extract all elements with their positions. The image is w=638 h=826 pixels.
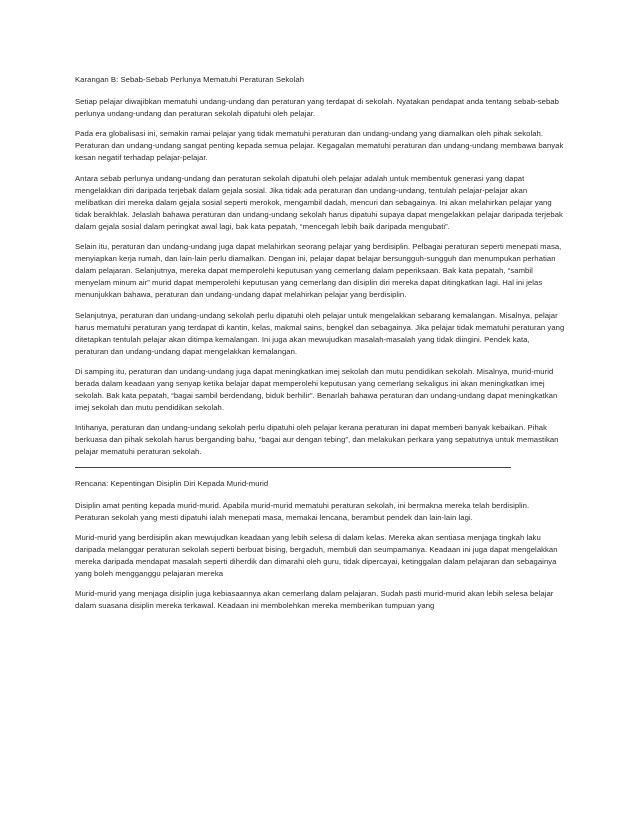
- essay-b-paragraph-4: Selain itu, peraturan dan undang-undang juga dapat melahirkan seorang pelajar yang berdisiplin. Pelbagai peraturan seperti menepati masa, menyiapkan kerja rumah, dan lain-lain perlu diamalkan. Dengan ini, pelajar dapat belajar bersungguh-sungguh dan menumpukan perhatian dalam pelajaran. Selanjutnya, mereka dapat memperolehi keputusan yang cemerlang dalam peperiksaan. Bak kata pepatah, “sambil menyelam minum air” murid dapat memperolehi keputusan yang cemerlang dan disiplin diri mereka dapat ditingkatkan lagi. Hal ini jelas menunjukkan bahawa, peraturan dan undang-undang dapat melahirkan pelajar yang berdisiplin.: [75, 242, 562, 300]
- essay-c-paragraph-2: Murid-murid yang berdisiplin akan mewujudkan keadaan yang lebih selesa di dalam kelas. Mereka akan sentiasa menjaga tingkah laku daripada melanggar peraturan sekolah seperti berbuat bising, bergaduh, membuli dan seumpamanya. Keadaan ini juga dapat mengelakkan mereka daripada mendapat masalah seperti diherdik dan dimarahi oleh guru, tidak dipercayai, ketinggalan dalam pelajaran dan sebagainya yang boleh mengganggu pelajaran mereka: [75, 532, 558, 579]
- essay-b-paragraph-6: Di samping itu, peraturan dan undang-undang juga dapat meningkatkan imej sekolah dan mutu pendidikan sekolah. Misalnya, murid-murid berada dalam keadaan yang senyap ketika belajar dapat memperolehi keputusan yang cemerlang sekaligus ini akan meningkatkan imej sekolah. Bak kata pepatah, “bagai sambil berdendang, biduk berhilir”. Benarlah bahawa peraturan dan undang-undang dapat meningkatkan imej sekolah dan mutu pendidikan sekolah.: [75, 366, 558, 413]
- essay-b-title: Karangan B: Sebab-Sebab Perlunya Mematuhi Peraturan Sekolah: [75, 75, 305, 84]
- essay-b-paragraph-2: Pada era globalisasi ini, semakin ramai pelajar yang tidak mematuhi peraturan dan undang-undang yang diamalkan oleh pihak sekolah. Peraturan dan undang-undang sangat penting kepada semua pelajar. Kegagalan mematuhi peraturan dan undang-undang membawa banyak kesan negatif terhadap pelajar-pelajar.: [75, 129, 564, 163]
- essay-b-paragraph-5: Selanjutnya, peraturan dan undang-undang sekolah perlu dipatuhi oleh pelajar untuk mengelakkan sebarang kemalangan. Misalnya, pelajar harus mematuhi peraturan yang terdapat di kantin, kelas, makmal sains, bengkel dan sebagainya. Jika pelajar tidak mematuhi peraturan yang ditetapkan tentulah pelajar akan ditimpa kemalangan. Ini juga akan mewujudkan masalah-masalah yang tidak diingini. Pendek kata, peraturan dan undang-undang dapat mengelakkan kemalangan.: [75, 310, 565, 356]
- essay-b-paragraph-1: Setiap pelajar diwajibkan mematuhi undang-undang dan peraturan yang terdapat di sekolah. Nyatakan pendapat anda tentang sebab-sebab perlunya undang-undang dan peraturan sekolah dipatuhi oleh pelajar.: [75, 97, 559, 119]
- essay-b-paragraph-7: Intihanya, peraturan dan undang-undang sekolah perlu dipatuhi oleh pelajar kerana peraturan ini dapat memberi banyak kebaikan. Pihak berkuasa dan pihak sekolah harus berganding bahu, “bagai aur dengan tebing”, dan melakukan perkara yang sepatutnya untuk memastikan pelajar mematuhi peraturan sekolah.: [75, 423, 559, 457]
- essay-b-paragraph-3: Antara sebab perlunya undang-undang dan peraturan sekolah dipatuhi oleh pelajar adalah untuk membentuk generasi yang dapat mengelakkan diri daripada terjebak dalam gejala sosial. Jika tidak ada peraturan dan undang-undang, tentulah pelajar-pelajar akan melibatkan diri mereka dalam gejala sosial seperti merokok, mengambil dadah, mencuri dan sebagainya. Ini akan melahirkan pelajar yang tidak berakhlak. Jelaslah bahawa peraturan dan undang-undang sekolah harus dipatuhi supaya dapat mengelakkan pelajar daripada terjebak dalam gejala sosial dalam peringkat awal lagi, bak kata pepatah, “mencegah lebih baik daripada mengubati”.: [75, 173, 563, 231]
- essay-c-paragraph-1: Disiplin amat penting kepada murid-murid. Apabila murid-murid mematuhi peraturan sekolah, ini bermakna mereka telah berdisiplin. Peraturan sekolah yang mesti dipatuhi ialah menepati masa, memakai lencana, berambut pendek dan lain-lain lagi.: [75, 500, 530, 522]
- essay-c-title: Rencana: Kepentingan Disiplin Diri Kepada Murid-murid: [75, 478, 269, 488]
- essay-c-paragraph-3: Murid-murid yang menjaga disiplin juga kebiasaannya akan cemerlang dalam pelajaran. Sudah pasti murid-murid akan lebih selesa belajar dalam suasana disiplin mereka terkawal. Keadaan ini membolehkan mereka memberikan tumpuan yang: [75, 589, 554, 611]
- section-separator: [75, 467, 511, 468]
- document-page: [75, 74, 565, 620]
